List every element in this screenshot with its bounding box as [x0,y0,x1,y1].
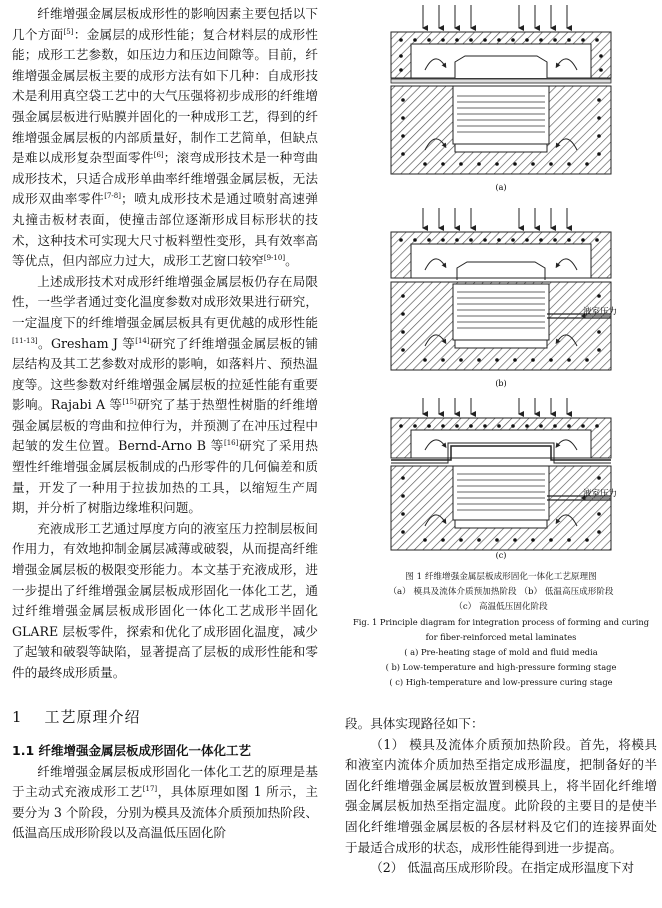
caption-en-a: ( a) Pre-heating stage of mold and fluid media [404,647,598,657]
text-run: ：金属层的成形性能；复合材料层的成形性能；成形工艺参数，如压边力和压边间隙等。目前，纤维增强金属层板主要的成形方法有如下几种：自成形技术是利用真空袋工艺中的大气压强将初步成形的纤维增强金属层板进行贴膜并固化的一种成形工艺，得到的纤维增强金属层板的内部质量好，制作工艺简单，但缺点是难以成形复杂型面零件 [12,26,319,166]
text-run: 研究了基于热塑性树脂的纤维增强金属层板的弯曲和拉伸行为，并预测了在冲压过程中起皱的发生位置。Bernd-Arno B 等 [12,397,318,454]
text-run: ；喷丸成形技术是通过喷射高速弹丸撞击板材表面，使撞击部位逐渐形成目标形状的技术，这种技术可实现大尺寸板料塑性变形，具有效率高等优点，但内部应力过大，成形工艺窗口较窄 [12,191,319,269]
citation: [6] [153,150,164,159]
text-run: ；滚弯成形技术是一种弯曲成形技术，只适合成形单曲率纤维增强金属层板，无法成形双曲率零件 [12,150,319,207]
citation: [9-10] [263,253,286,262]
citation: [17] [142,785,158,793]
caption-cn-ab: （a） 模具及流体介质预加热阶段 （b） 低温高压成形阶段 [388,587,614,597]
paragraph-influence-factors [12,4,318,272]
citation: [16] [224,439,239,448]
citation: [11-13] [12,336,38,345]
paragraph-literature-review [12,272,318,519]
paragraph-continuation: 段。具体实现路径如下： [345,716,484,731]
paragraph-proposed-method: 充液成形工艺通过厚度方向的液室压力控制层板间作用力，有效地抑制金属层减薄或破裂，从而提高纤维增强金属层板的极限变形能力。本文基于充液成形，进一步提出了纤维增强金属层板成形固化一体化工艺，通过纤维增强金属层板成形固化一体化工艺成形半固化 GLARE 层板零件，探索和优化了成形固化温度，减少了起皱和破裂等缺陷，显著提高了层板的成形性能和零件的最终成形质量。 [12,520,318,680]
right-text [345,714,657,879]
subfigure-label-b: (b) [495,379,507,388]
section-title: 工艺原理介绍 [44,707,141,726]
text-run: 纤维增强金属层板成形固化一体化工艺的原理是基于主动式充液成形工艺 [12,763,318,800]
panel-c [391,398,617,560]
paragraph-stage-1: （1） 模具及流体介质预加热阶段。首先，将模具和液室内流体介质加热至指定成形温度，把制备好的半固化纤维增强金属层板放置到模具上，将半固化纤维增强金属层板加热至指定温度。此阶段的主要目的是使半固化纤维增强金属层板的各层材料及它们的连接界面处于最适合成形的状态，成形性能得到进一步提高。 [345,736,657,855]
text-run: ，具体原理如图 1 所示，主要分为 3 个阶段，分别为模具及流体介质预加热阶段、低温高压成形阶段以及高温低压固化阶 [12,784,318,841]
left-column [12,4,318,844]
fluid-pressure-label: 液室压力 [583,489,618,499]
paragraph-principle [12,762,318,844]
subfigure-label-a: (a) [495,183,507,192]
figure-caption [345,570,657,690]
text-run: 纤维增强金属层板成形性的影响因素主要包括以下几个方面 [12,6,318,42]
text-run: 。Gresham J 等 [37,335,136,351]
text-run: 研究了纤维增强金属层板的铺层结构及其工艺参数对成形的影响，如落料片、预热温度等。这些参数对纤维增强金属层板的拉延性能有重要影响。Rajabi A 等 [12,335,318,413]
caption-en-title2: for fiber-reinforced metal laminates [425,632,577,642]
citation: [5] [63,27,74,36]
text-run: 研究了采用热塑性纤维增强金属层板制成的凸形零件的几何偏差和质量，开发了一种用于拉拔加热的工具，以缩短生产周期，并分析了树脂边缘堆积问题。 [12,438,318,516]
caption-cn-c: （c） 高温低压固化阶段 [454,602,548,612]
text-run: 。 [285,253,298,269]
panel-b [391,208,617,388]
caption-en-c: ( c) High-temperature and low-pressure curing stage [389,677,613,687]
caption-cn-title: 图 1 纤维增强金属层板成形固化一体化工艺原理图 [405,572,597,582]
subfigure-label-c: (c) [495,551,507,560]
section-number: 1 [12,707,23,726]
subsection-heading: 1.1 纤维增强金属层板成形固化一体化工艺 [12,742,251,758]
citation: [15] [122,398,137,407]
text-run: 上述成形技术对成形纤维增强金属层板仍存在局限性，一些学者通过变化温度参数对成形效果进行研究，一定温度下的纤维增强金属层板具有更优越的成形性能 [12,273,318,330]
citation: [14] [135,336,150,345]
fluid-pressure-label: 液室压力 [583,307,618,317]
caption-en-b: ( b) Low-temperature and high-pressure forming stage [385,662,617,672]
paragraph-stage-2: （2） 低温高压成形阶段。在指定成形温度下对 [370,860,635,876]
section-heading [12,706,318,727]
caption-en-title: Fig. 1 Principle diagram for integration process of forming and curing [352,617,650,627]
panel-a [391,5,611,192]
figure-1-diagram [345,0,657,560]
citation: [7-8] [104,192,121,201]
